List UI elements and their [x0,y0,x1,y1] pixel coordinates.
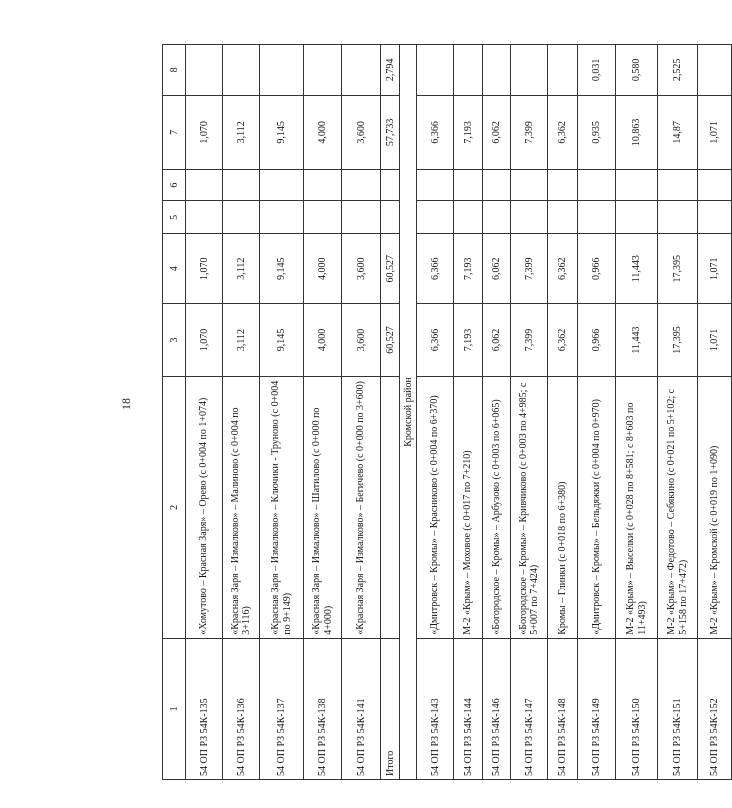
road-name: «Богородское – Кромы» – Арбузово (с 0+003 по 6+065) [483,376,511,638]
col4-value: 1,071 [698,234,732,304]
col8-value [186,45,223,96]
col5-value [342,201,381,234]
road-code: 54 ОП РЗ 54К-135 [186,638,223,779]
total-c3: 60,527 [381,304,400,377]
col8-value [223,45,260,96]
col7-value: 10,863 [616,95,658,169]
total-c6 [381,169,400,201]
region-row [400,45,417,780]
col8-value [260,45,304,96]
column-header: 7 [163,95,186,169]
col6-value [454,169,483,201]
col7-value: 7,193 [454,95,483,169]
total-c7: 57,733 [381,95,400,169]
col6-value [698,169,732,201]
col4-value: 6,362 [548,234,578,304]
total-row [381,45,400,780]
road-code: 54 ОП РЗ 54К-147 [511,638,548,779]
col8-value [342,45,381,96]
col8-value: 2,525 [658,45,698,96]
road-name: М-2 «Крым» – Моховое (с 0+017 по 7+210) [454,376,483,638]
road-code: 54 ОП РЗ 54К-143 [417,638,454,779]
col8-value [304,45,342,96]
col5-value [186,201,223,234]
road-code: 54 ОП РЗ 54К-149 [578,638,616,779]
table-row [578,45,616,780]
road-name: «Красная Заря – Измалково» – Ключики - Труново (с 0+004 по 9+149) [260,376,304,638]
col6-value [616,169,658,201]
road-code: 54 ОП РЗ 54К-136 [223,638,260,779]
column-header: 1 [163,638,186,779]
col3-value: 1,071 [698,304,732,377]
col4-value: 3,600 [342,234,381,304]
col8-value [548,45,578,96]
column-header: 5 [163,201,186,234]
column-header: 2 [163,376,186,638]
col5-value [698,201,732,234]
road-name: М-2 «Крым» – Федотово – Себякино (с 0+021 по 5+102; с 5+158 по 17+472) [658,376,698,638]
road-name: «Красная Заря – Измалково» – Бегичево (с 0+000 по 3+600) [342,376,381,638]
col5-value [658,201,698,234]
total-c8: 2,794 [381,45,400,96]
col5-value [417,201,454,234]
col6-value [578,169,616,201]
col6-value [658,169,698,201]
column-header: 3 [163,304,186,377]
col4-value: 0,966 [578,234,616,304]
col8-value [483,45,511,96]
col3-value: 3,600 [342,304,381,377]
road-name: «Богородское – Кромы» – Кривчиково (с 0+003 по 4+985; с 5+007 по 7+424) [511,376,548,638]
total-c5 [381,201,400,234]
col3-value: 6,366 [417,304,454,377]
roads-table [162,44,732,780]
col5-value [454,201,483,234]
table-row [304,45,342,780]
col4-value: 6,062 [483,234,511,304]
col7-value: 3,112 [223,95,260,169]
col3-value: 11,443 [616,304,658,377]
road-code: 54 ОП РЗ 54К-138 [304,638,342,779]
col3-value: 7,193 [454,304,483,377]
table-row [511,45,548,780]
table-row [454,45,483,780]
col8-value: 0,580 [616,45,658,96]
col6-value [483,169,511,201]
table-row [548,45,578,780]
page-number: 18 [119,398,133,410]
col5-value [578,201,616,234]
road-name: М-2 «Крым» – Кромской (с 0+019 по 1+090) [698,376,732,638]
table-row [260,45,304,780]
col4-value: 7,193 [454,234,483,304]
col4-value: 17,395 [658,234,698,304]
col6-value [511,169,548,201]
column-header: 4 [163,234,186,304]
col5-value [483,201,511,234]
col4-value: 7,399 [511,234,548,304]
road-name: «Дмитровск – Кромы» – Бельдяжки (с 0+004 по 0+970) [578,376,616,638]
col8-value [511,45,548,96]
col3-value: 6,362 [548,304,578,377]
table-row [698,45,732,780]
table-row [417,45,454,780]
col7-value: 14,87 [658,95,698,169]
col7-value: 4,000 [304,95,342,169]
col4-value: 4,000 [304,234,342,304]
col3-value: 4,000 [304,304,342,377]
road-code: 54 ОП РЗ 54К-137 [260,638,304,779]
column-header: 8 [163,45,186,96]
road-name: «Хомутово – Красная Заря» – Орево (с 0+004 по 1+074) [186,376,223,638]
col7-value: 1,071 [698,95,732,169]
road-code: 54 ОП РЗ 54К-146 [483,638,511,779]
total-name-cell [381,376,400,638]
table-row [223,45,260,780]
col6-value [260,169,304,201]
col5-value [223,201,260,234]
col3-value: 17,395 [658,304,698,377]
col6-value [342,169,381,201]
table-wrapper [162,44,720,780]
col6-value [304,169,342,201]
col8-value: 0,031 [578,45,616,96]
col4-value: 6,366 [417,234,454,304]
col3-value: 6,062 [483,304,511,377]
col3-value: 7,399 [511,304,548,377]
table-row [483,45,511,780]
col3-value: 0,966 [578,304,616,377]
total-c4: 60,527 [381,234,400,304]
col6-value [223,169,260,201]
col4-value: 3,112 [223,234,260,304]
col4-value: 1,070 [186,234,223,304]
col7-value: 6,062 [483,95,511,169]
col7-value: 3,600 [342,95,381,169]
col8-value [698,45,732,96]
col7-value: 0,935 [578,95,616,169]
col6-value [186,169,223,201]
col5-value [304,201,342,234]
col7-value: 9,145 [260,95,304,169]
table-row [342,45,381,780]
col6-value [548,169,578,201]
region-title: Кромской район [400,45,417,780]
col6-value [417,169,454,201]
col7-value: 6,362 [548,95,578,169]
col3-value: 1,070 [186,304,223,377]
col4-value: 11,443 [616,234,658,304]
total-label: Итого [381,638,400,779]
col5-value [548,201,578,234]
road-code: 54 ОП РЗ 54К-148 [548,638,578,779]
col4-value: 9,145 [260,234,304,304]
road-name: «Красная Заря – Измалково» – Малиново (с 0+004 по 3+116) [223,376,260,638]
road-name: Кромы – Глинки (с 0+018 по 6+380) [548,376,578,638]
road-code: 54 ОП РЗ 54К-151 [658,638,698,779]
table-row [186,45,223,780]
road-name: «Красная Заря – Измалково» – Шатилово (с 0+000 по 4+000) [304,376,342,638]
col5-value [616,201,658,234]
table-row [616,45,658,780]
road-name: «Дмитровск – Кромы» – Красниково (с 0+004 по 6+370) [417,376,454,638]
road-code: 54 ОП РЗ 54К-150 [616,638,658,779]
col5-value [511,201,548,234]
col3-value: 3,112 [223,304,260,377]
col7-value: 1,070 [186,95,223,169]
col8-value [454,45,483,96]
column-header: 6 [163,169,186,201]
col7-value: 7,399 [511,95,548,169]
col7-value: 6,366 [417,95,454,169]
col3-value: 9,145 [260,304,304,377]
road-code: 54 ОП РЗ 54К-152 [698,638,732,779]
col8-value [417,45,454,96]
table-row [658,45,698,780]
road-code: 54 ОП РЗ 54К-144 [454,638,483,779]
road-name: М-2 «Крым» – Выселки (с 0+028 по 8+581; с 8+603 по 11+493) [616,376,658,638]
header-row [163,45,186,780]
road-code: 54 ОП РЗ 54К-141 [342,638,381,779]
col5-value [260,201,304,234]
